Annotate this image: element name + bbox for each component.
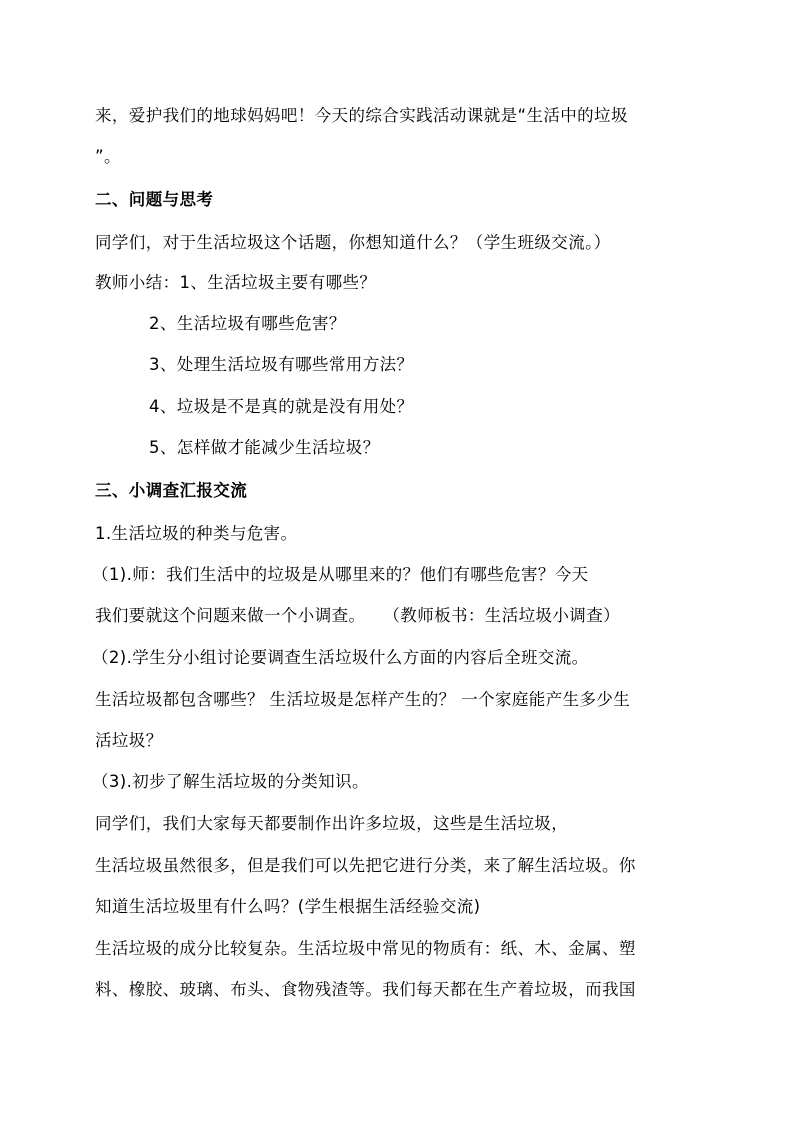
paragraph-11: 料、橡胶、玻璃、布头、食物残渣等。我们每天都在生产着垃圾，而我国 <box>95 980 636 999</box>
section-heading-problems: 二、问题与思考 <box>95 190 214 209</box>
paragraph-8: 生活垃圾虽然很多，但是我们可以先把它进行分类，来了解生活垃圾。你 <box>95 856 636 875</box>
summary-item-5: 5、怎样做才能减少生活垃圾？ <box>149 438 380 457</box>
summary-item-2: 2、生活垃圾有哪些危害？ <box>149 314 346 333</box>
blackboard-note: （教师板书：生活垃圾小调查） <box>383 606 621 625</box>
paragraph-2-text: 我们要就这个问题来做一个小调查。 <box>95 606 366 625</box>
paragraph-2 <box>95 606 620 626</box>
paragraph-9: 知道生活垃圾里有什么吗？(学生根据生活经验交流) <box>95 897 481 916</box>
intro-line-2: ”。 <box>95 147 121 166</box>
teacher-summary-label: 教师小结： <box>95 273 180 292</box>
intro-line-1: 来，爱护我们的地球妈妈吧！今天的综合实践活动课就是“生活中的垃圾 <box>95 106 628 125</box>
subsection-title: 1.生活垃圾的种类与危害。 <box>95 524 298 543</box>
teacher-summary-line <box>95 273 376 293</box>
paragraph-10: 生活垃圾的成分比较复杂。生活垃圾中常见的物质有：纸、木、金属、塑 <box>95 939 636 958</box>
paragraph-6: （3).初步了解生活垃圾的分类知识。 <box>92 772 369 791</box>
summary-item-4: 4、垃圾是不是真的就是没有用处？ <box>149 397 414 416</box>
summary-item-3: 3、处理生活垃圾有哪些常用方法？ <box>149 355 414 374</box>
paragraph-3: （2).学生分小组讨论要调查生活垃圾什么方面的内容后全班交流。 <box>92 648 589 667</box>
summary-item-1: 1、生活垃圾主要有哪些？ <box>179 273 377 292</box>
paragraph-1: （1).师：我们生活中的垃圾是从哪里来的？他们有哪些危害？今天 <box>92 565 589 584</box>
section-heading-survey: 三、小调查汇报交流 <box>95 481 248 500</box>
question-paragraph: 同学们，对于生活垃圾这个话题，你想知道什么？（学生班级交流。） <box>95 233 611 252</box>
paragraph-7: 同学们，我们大家每天都要制作出许多垃圾，这些是生活垃圾， <box>95 814 569 833</box>
paragraph-4: 生活垃圾都包含哪些？ 生活垃圾是怎样产生的？ 一个家庭能产生多少生 <box>95 690 631 709</box>
paragraph-5: 活垃圾？ <box>95 731 163 750</box>
